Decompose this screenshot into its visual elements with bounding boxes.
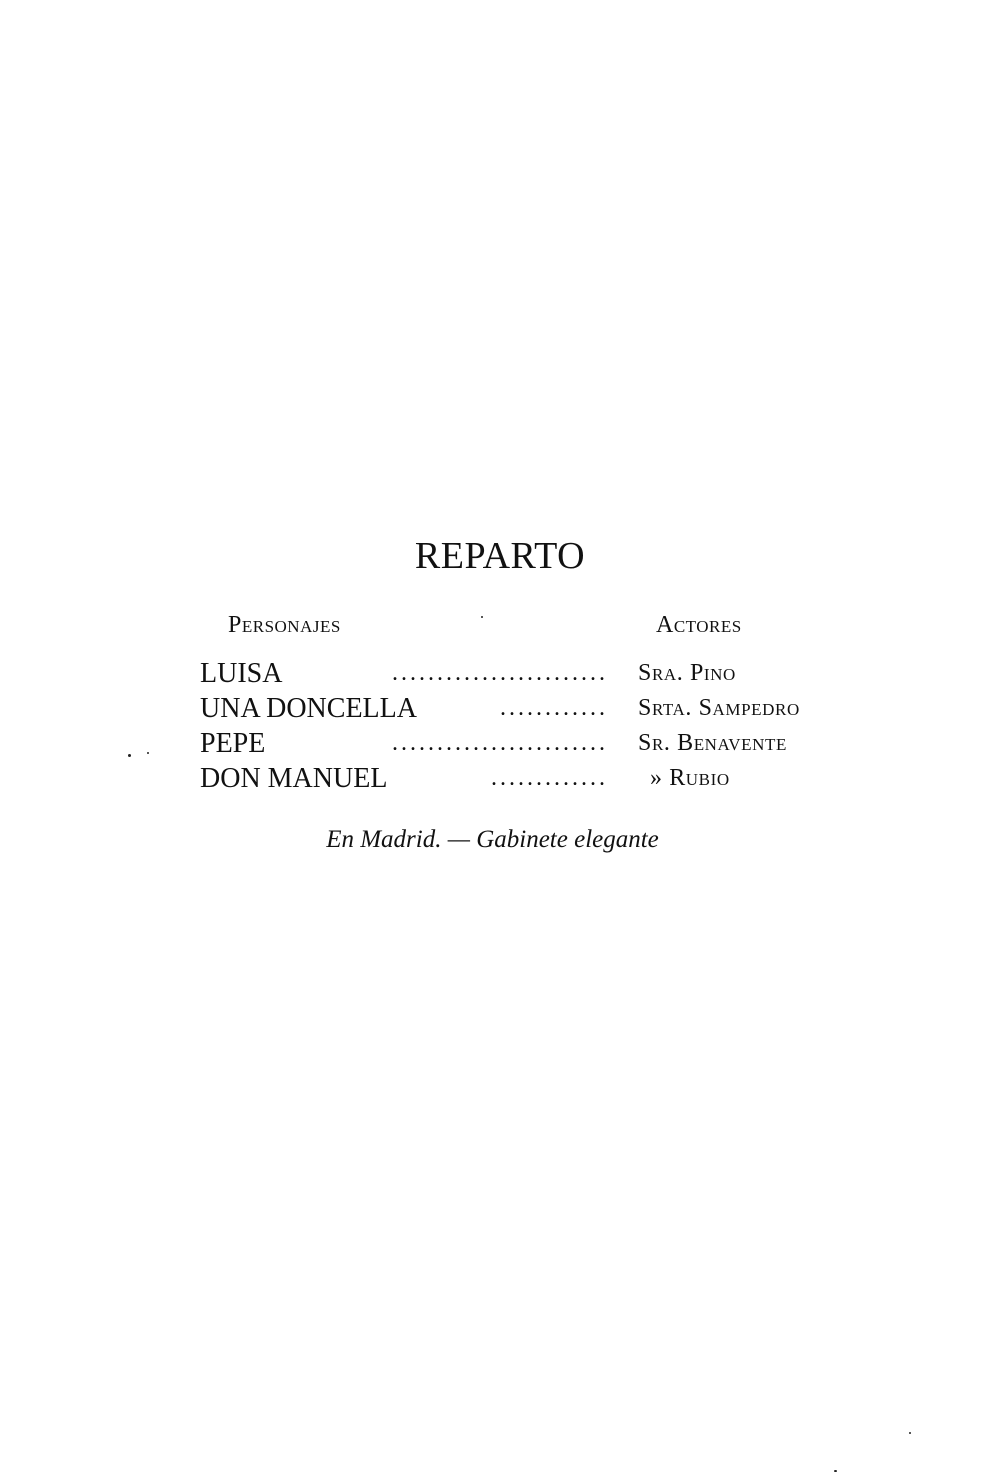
scan-speck — [147, 752, 149, 754]
scan-speck — [909, 1432, 911, 1434]
actor-name: Srta. Sampedro — [638, 695, 800, 721]
scene-setting: En Madrid. — Gabinete elegante — [326, 826, 659, 853]
leader-dots: ............ — [500, 695, 608, 721]
actor-name: Sr. Benavente — [638, 730, 787, 756]
scan-speck — [481, 616, 483, 618]
cast-row-luisa — [200, 656, 860, 691]
actor-name: » Rubio — [650, 765, 730, 791]
scan-speck — [128, 754, 131, 757]
cast-row-doncella — [200, 691, 860, 726]
cast-list — [200, 656, 860, 796]
cast-row-pepe — [200, 726, 860, 761]
leader-dots: ........................ — [392, 730, 608, 756]
scan-speck — [834, 1470, 837, 1472]
character-name: UNA DONCELLA — [200, 693, 417, 724]
characters-column-header: Personajes — [228, 612, 341, 638]
actors-column-header: Actores — [656, 612, 742, 638]
leader-dots: ............. — [491, 765, 608, 791]
character-name: DON MANUEL — [200, 763, 388, 794]
page-title: REPARTO — [414, 535, 586, 577]
character-name: LUISA — [200, 658, 283, 689]
cast-row-don-manuel — [200, 761, 860, 796]
character-name: PEPE — [200, 728, 266, 759]
leader-dots: ........................ — [392, 660, 608, 686]
actor-name: Sra. Pino — [638, 660, 736, 686]
